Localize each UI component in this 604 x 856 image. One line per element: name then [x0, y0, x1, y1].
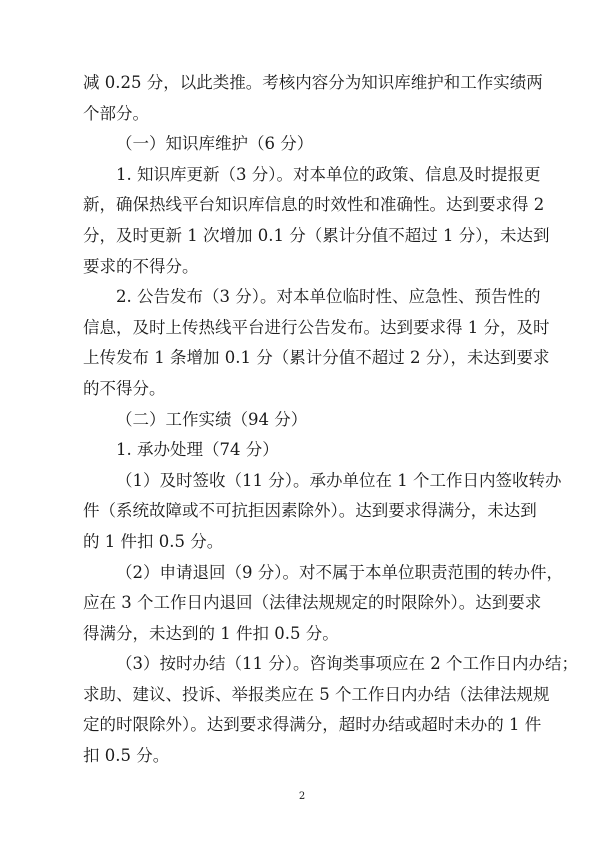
text-line: 分，及时更新 1 次增加 0.1 分（累计分值不超过 1 分），未达到	[83, 225, 550, 245]
heading-line: （一）知识库维护（6 分）	[116, 134, 314, 154]
text-line: 信息，及时上传热线平台进行公告发布。达到要求得 1 分，及时	[83, 317, 550, 337]
text-line: 上传发布 1 条增加 0.1 分（累计分值不超过 2 分），未达到要求	[83, 348, 550, 368]
text-line: 1. 知识库更新（3 分）。对本单位的政策、信息及时提报更	[116, 164, 541, 184]
text-line: 新，确保热线平台知识库信息的时效性和准确性。达到要求得 2	[83, 195, 545, 215]
text-line: 要求的不得分。	[83, 256, 199, 276]
text-line: 的 1 件扣 0.5 分。	[83, 531, 224, 551]
text-line: （3）按时办结（11 分）。咨询类事项应在 2 个工作日内办结；	[116, 654, 578, 674]
section-heading-knowledge-base	[83, 129, 529, 160]
text-line: 的不得分。	[83, 378, 166, 398]
paragraph-timely-close	[83, 649, 578, 771]
text-line: 扣 0.5 分。	[83, 746, 170, 766]
section-heading-work-performance	[83, 405, 529, 436]
heading-line: （二）工作实绩（94 分）	[116, 409, 308, 429]
text-line: 定的时限除外）。达到要求得满分，超时办结或超时未办的 1 件	[83, 715, 542, 735]
text-line: 件（系统故障或不可抗拒因素除外）。达到要求得满分，未达到	[83, 501, 537, 521]
text-line: （1）及时签收（11 分）。承办单位在 1 个工作日内签收转办	[116, 470, 562, 490]
paragraph-request-return	[83, 558, 563, 650]
text-line: 求助、建议、投诉、举报类应在 5 个工作日内办结（法律法规规	[83, 684, 550, 704]
text-line: 减 0.25 分，以此类推。考核内容分为知识库维护和工作实绩两	[83, 73, 543, 92]
text-line: 个部分。	[83, 103, 149, 123]
text-line: 应在 3 个工作日内退回（法律法规规定的时限除外）。达到要求	[83, 593, 542, 613]
text-line: 得满分，未达到的 1 件扣 0.5 分。	[83, 623, 339, 643]
paragraph-intro-continued	[83, 68, 543, 129]
paragraph-timely-sign	[83, 466, 562, 558]
subsection-heading-handling	[83, 435, 529, 466]
paragraph-announcement	[83, 282, 550, 404]
heading-line: 1. 承办处理（74 分）	[116, 440, 279, 460]
paragraph-knowledge-update	[83, 160, 550, 282]
document-body	[83, 68, 578, 772]
text-line: 2. 公告发布（3 分）。对本单位临时性、应急性、预告性的	[116, 287, 541, 307]
text-line: （2）申请退回（9 分）。对不属于本单位职责范围的转办件，	[116, 562, 563, 582]
page-number: 2	[298, 791, 306, 802]
